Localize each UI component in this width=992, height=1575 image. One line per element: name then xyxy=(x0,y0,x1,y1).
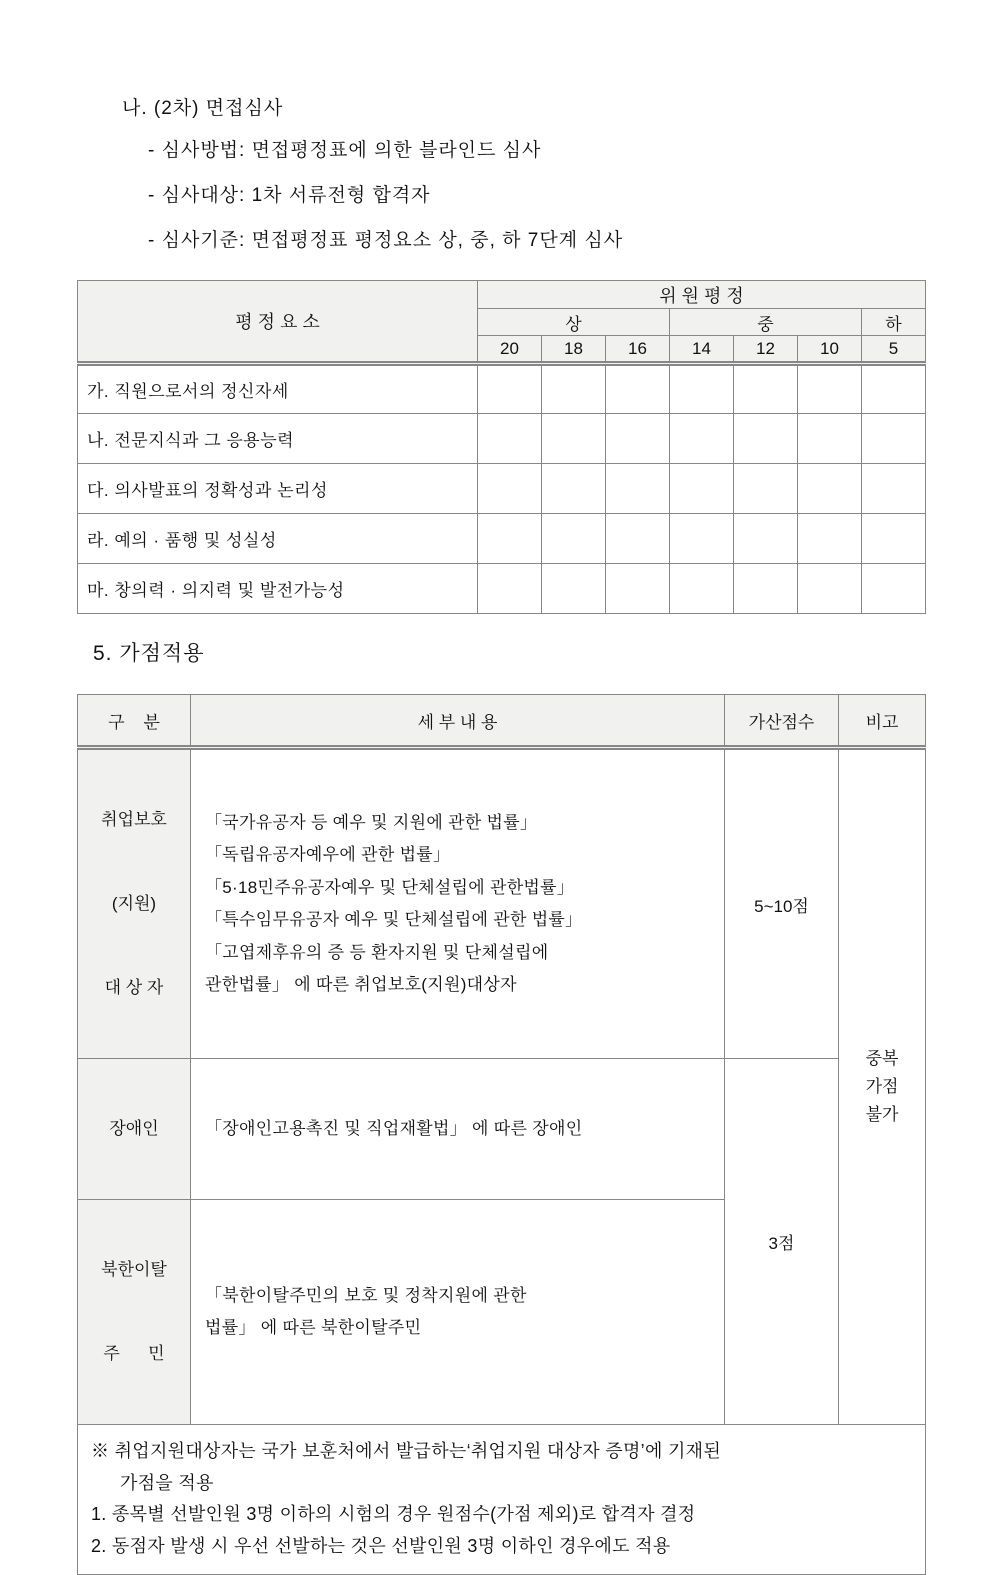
score-header-18: 18 xyxy=(542,336,606,364)
criteria-row xyxy=(78,464,926,514)
score-input-cell xyxy=(734,464,798,514)
score-input-cell xyxy=(862,464,926,514)
criteria-row xyxy=(78,364,926,414)
criteria-label-cell: 다. 의사발표의 정확성과 논리성 xyxy=(78,464,478,514)
score-input-cell xyxy=(542,364,606,414)
score-header-5: 5 xyxy=(862,336,926,364)
rating-table xyxy=(77,280,926,614)
score-input-cell xyxy=(542,564,606,614)
score-input-cell xyxy=(798,414,862,464)
score-input-cell xyxy=(798,564,862,614)
bonus-row-employment-protection xyxy=(78,748,926,1059)
section-title-bonus: 5. 가점적용 xyxy=(93,642,205,665)
score-input-cell xyxy=(670,364,734,414)
criteria-label-cell: 나. 전문지식과 그 응용능력 xyxy=(78,414,478,464)
score-input-cell xyxy=(606,414,670,464)
score-input-cell xyxy=(862,564,926,614)
band-header-low: 하 xyxy=(862,309,926,336)
detail-cell: 「장애인고용촉진 및 직업재활법」 에 따른 장애인 xyxy=(191,1059,725,1200)
score-input-cell xyxy=(606,364,670,414)
points-header-cell: 가산점수 xyxy=(725,695,839,748)
criteria-label-cell: 마. 창의력 · 의지력 및 발전가능성 xyxy=(78,564,478,614)
footnotes-cell xyxy=(78,1425,926,1575)
criteria-row xyxy=(78,414,926,464)
detail-cell: 「국가유공자 등 예우 및 지원에 관한 법률」 「독립유공자예우에 관한 법률」 「5·18민주유공자예우 및 단체설립에 관한법률」 「특수임무유공자 예우 및 단체설립에 관한 법률」 「고엽제후유의 증 등 환자지원 및 단체설립에 관한법률」 에 따른 취업보호(지원)대상자 xyxy=(191,748,725,1059)
score-input-cell xyxy=(478,464,542,514)
section-heading-interview: 나. (2차) 면접심사 xyxy=(122,98,284,119)
criteria-label-cell: 라. 예의 · 품행 및 성실성 xyxy=(78,514,478,564)
points-cell: 5~10점 xyxy=(725,748,839,1059)
bonus-table xyxy=(77,694,926,1575)
bonus-row-disabled xyxy=(78,1059,926,1200)
criteria-header-cell: 평 정 요 소 xyxy=(78,281,478,364)
score-header-14: 14 xyxy=(670,336,734,364)
score-input-cell xyxy=(798,514,862,564)
criteria-row xyxy=(78,514,926,564)
note-header-cell: 비고 xyxy=(839,695,926,748)
score-input-cell xyxy=(670,514,734,564)
interview-bullet-list xyxy=(148,128,623,263)
score-input-cell xyxy=(862,514,926,564)
score-input-cell xyxy=(542,414,606,464)
score-header-12: 12 xyxy=(734,336,798,364)
score-input-cell xyxy=(798,364,862,414)
score-input-cell xyxy=(542,464,606,514)
band-header-high: 상 xyxy=(478,309,670,336)
score-input-cell xyxy=(606,564,670,614)
score-input-cell xyxy=(670,464,734,514)
bullet-line-method: - 심사방법: 면접평정표에 의한 블라인드 심사 xyxy=(148,140,542,161)
score-input-cell xyxy=(606,464,670,514)
score-input-cell xyxy=(734,364,798,414)
score-input-cell xyxy=(478,514,542,564)
detail-header-cell: 세 부 내 용 xyxy=(191,695,725,748)
score-input-cell xyxy=(478,364,542,414)
score-input-cell xyxy=(734,514,798,564)
category-header-cell: 구 분 xyxy=(78,695,191,748)
score-input-cell xyxy=(478,414,542,464)
category-cell: 장애인 xyxy=(78,1059,191,1200)
bonus-footnotes-row xyxy=(78,1425,926,1575)
criteria-label-cell: 가. 직원으로서의 정신자세 xyxy=(78,364,478,414)
score-header-16: 16 xyxy=(606,336,670,364)
score-input-cell xyxy=(606,514,670,564)
footnote-line: ※ 취업지원대상자는 국가 보훈처에서 발급하는‘취업지원 대상자 증명’에 기재된 xyxy=(91,1441,722,1461)
band-header-mid: 중 xyxy=(670,309,862,336)
footnote-line: 1. 종목별 선발인원 3명 이하의 시험의 경우 원점수(가점 제외)로 합격자 결정 xyxy=(91,1504,696,1524)
detail-cell: 「북한이탈주민의 보호 및 정착지원에 관한 법률」 에 따른 북한이탈주민 xyxy=(191,1200,725,1425)
category-cell: 취업보호 (지원) 대 상 자 xyxy=(78,748,191,1059)
score-input-cell xyxy=(670,414,734,464)
score-input-cell xyxy=(862,364,926,414)
criteria-row xyxy=(78,564,926,614)
score-input-cell xyxy=(734,414,798,464)
footnote-line: 2. 동점자 발생 시 우선 선발하는 것은 선발인원 3명 이하인 경우에도 적용 xyxy=(91,1535,671,1556)
score-input-cell xyxy=(862,414,926,464)
score-input-cell xyxy=(670,564,734,614)
category-cell: 북한이탈 주 민 xyxy=(78,1200,191,1425)
score-input-cell xyxy=(734,564,798,614)
bullet-line-target: - 심사대상: 1차 서류전형 합격자 xyxy=(148,185,431,206)
score-header-20: 20 xyxy=(478,336,542,364)
note-cell: 중복 가점 불가 xyxy=(839,748,926,1425)
footnote-line: 가점을 적용 xyxy=(120,1472,214,1493)
score-input-cell xyxy=(542,514,606,564)
score-header-10: 10 xyxy=(798,336,862,364)
score-input-cell xyxy=(478,564,542,614)
score-input-cell xyxy=(798,464,862,514)
committee-rating-header-cell: 위 원 평 정 xyxy=(478,281,926,309)
bullet-line-criteria: - 심사기준: 면접평정표 평정요소 상, 중, 하 7단계 심사 xyxy=(148,230,624,251)
points-cell: 3점 xyxy=(725,1059,839,1425)
